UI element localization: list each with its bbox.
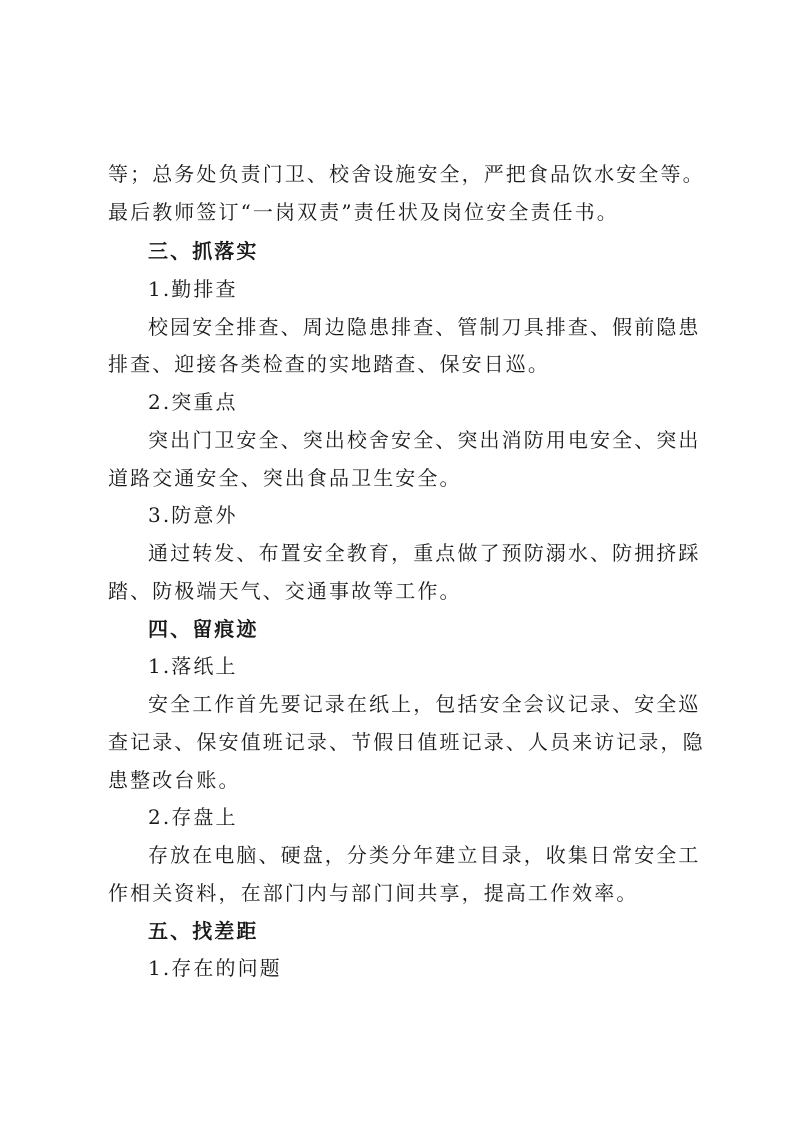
paragraph-line: 等；总务处负责门卫、校舍设施安全，严把食品饮水安全等。: [108, 162, 705, 186]
subsection-heading: 3.防意外: [148, 503, 238, 527]
subsection-heading: 2.存盘上: [148, 805, 238, 829]
paragraph-line: 查记录、保安值班记录、节假日值班记录、人员来访记录，隐: [108, 730, 705, 754]
paragraph-line: 患整改台账。: [108, 768, 241, 792]
paragraph-line: 突出门卫安全、突出校舍安全、突出消防用电安全、突出: [148, 428, 701, 452]
paragraph-line: 安全工作首先要记录在纸上，包括安全会议记录、安全巡: [148, 692, 701, 716]
paragraph-line: 校园安全排查、周边隐患排查、管制刀具排查、假前隐患: [148, 315, 701, 339]
subsection-heading: 1.落纸上: [148, 654, 238, 678]
paragraph-line: 作相关资料，在部门内与部门间共享，提高工作效率。: [108, 881, 639, 905]
section-heading: 五、找差距: [148, 919, 259, 943]
paragraph-line: 通过转发、布置安全教育，重点做了预防溺水、防拥挤踩: [148, 541, 701, 565]
subsection-heading: 1.勤排查: [148, 277, 238, 301]
paragraph-line: 排查、迎接各类检查的实地踏查、保安日巡。: [108, 352, 550, 376]
subsection-heading: 1.存在的问题: [148, 956, 282, 980]
paragraph-line: 最后教师签订“一岗双责”责任状及岗位安全责任书。: [108, 200, 619, 224]
subsection-heading: 2.突重点: [148, 390, 238, 414]
section-heading: 三、抓落实: [148, 239, 259, 263]
paragraph-line: 存放在电脑、硬盘，分类分年建立目录，收集日常安全工: [148, 843, 701, 867]
section-heading: 四、留痕迹: [148, 617, 259, 641]
paragraph-line: 踏、防极端天气、交通事故等工作。: [108, 579, 462, 603]
paragraph-line: 道路交通安全、突出食品卫生安全。: [108, 466, 462, 490]
